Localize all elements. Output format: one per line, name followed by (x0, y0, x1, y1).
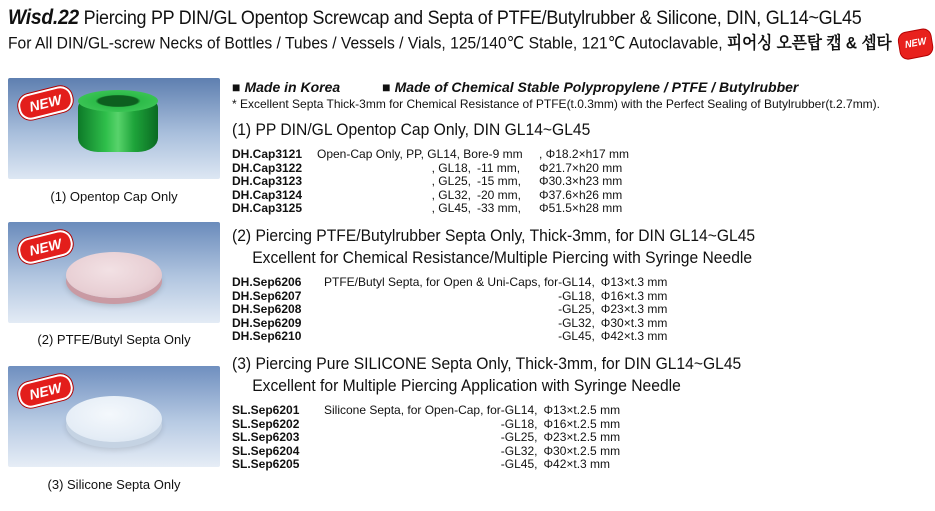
item-size: Φ23×t.2.5 mm (543, 430, 621, 445)
item-size: Φ13×t.3 mm (600, 274, 668, 289)
item-desc: PTFE/Butyl Septa, for Open & Uni-Caps, for-GL14, (324, 274, 595, 289)
subtitle-text: For All DIN/GL-screw Necks of Bottles / Tubes / Vessels / Vials, 125/140℃ Stable, 121℃ Autoclavable, (8, 33, 723, 53)
item-size: Φ16×t.2.5 mm (543, 416, 621, 431)
item-bore: -20 mm, (477, 187, 522, 202)
table-row (232, 290, 667, 304)
product-caption-cap: (1) Opentop Cap Only (50, 189, 178, 204)
item-desc: , GL25, (431, 174, 471, 189)
spec-content (232, 78, 917, 472)
item-code: SL.Sep6202 (232, 416, 300, 431)
item-bore: -33 mm, (477, 201, 522, 216)
made-in: Made in Korea (244, 79, 341, 95)
table-row (232, 330, 667, 344)
page-header (8, 6, 928, 58)
section1-table (232, 148, 629, 216)
ptfe-septa-disc-icon (66, 252, 162, 298)
item-code: SL.Sep6203 (232, 430, 300, 445)
item-code: DH.Cap3124 (232, 187, 303, 202)
section3-subheading: Excellent for Multiple Piercing Application with Syringe Needle (252, 375, 681, 395)
item-desc: -GL18, (500, 416, 538, 431)
table-row (232, 458, 620, 472)
table-row (232, 445, 620, 459)
table-row (232, 162, 629, 176)
item-size: , Φ18.2×h17 mm (539, 147, 629, 161)
item-size: Φ37.6×h26 mm (539, 187, 623, 202)
item-code: SL.Sep6201 (232, 402, 300, 417)
section2-subheading: Excellent for Chemical Resistance/Multiple Piercing with Syringe Needle (252, 247, 753, 267)
item-desc: , GL18, (431, 160, 471, 175)
item-code: SL.Sep6204 (232, 443, 300, 458)
item-size: Φ23×t.3 mm (600, 302, 668, 317)
new-tag: NEW (16, 372, 75, 410)
new-tag: NEW (16, 84, 75, 122)
item-desc: -GL45, (558, 329, 595, 344)
item-size: Φ21.7×h20 mm (539, 160, 623, 175)
item-desc: -GL32, (558, 315, 595, 330)
product-caption-ptfe: (2) PTFE/Butyl Septa Only (37, 332, 191, 347)
item-size: Φ13×t.2.5 mm (543, 402, 621, 417)
item-desc: -GL18, (558, 288, 595, 303)
item-size: Φ30.3×h23 mm (539, 174, 623, 189)
feature-note: * Excellent Septa Thick-3mm for Chemical Resistance of PTFE(t.0.3mm) with the Perfect Sealing of Butylrubber(t.2.7mm). (232, 97, 881, 111)
item-desc: -GL25, (500, 430, 538, 445)
brand-suffix: 22 (57, 6, 79, 29)
item-size: Φ42×t.3 mm (600, 329, 668, 344)
page-subtitle (8, 30, 928, 58)
item-code: DH.Sep6210 (232, 329, 302, 344)
product-image-ptfe-septa (8, 222, 220, 323)
product-image-cap (8, 78, 220, 179)
korean-title: 피어싱 오픈탑 캡 & 셉타 (727, 33, 892, 53)
feature-bullets: ■ Made in Korea ■ Made of Chemical Stable Polypropylene / PTFE / Butylrubber (232, 79, 799, 95)
table-row (232, 276, 667, 290)
item-code: DH.Sep6207 (232, 288, 302, 303)
item-desc: , GL32, (431, 187, 471, 202)
item-code: DH.Cap3123 (232, 174, 303, 189)
item-code: DH.Cap3125 (232, 201, 303, 216)
table-row (232, 202, 629, 216)
table-row (232, 317, 667, 331)
item-code: DH.Sep6208 (232, 302, 302, 317)
table-row (232, 175, 629, 189)
table-row (232, 431, 620, 445)
item-desc: , GL45, (431, 201, 471, 216)
green-cap-icon (78, 90, 158, 160)
section3-heading: (3) Piercing Pure SILICONE Septa Only, Thick-3mm, for DIN GL14~GL45 (232, 353, 742, 373)
item-code: DH.Sep6206 (232, 274, 302, 289)
new-tag: NEW (16, 228, 75, 266)
item-desc: Open-Cap Only, PP, GL14, Bore-9 mm (317, 147, 523, 161)
item-size: Φ30×t.2.5 mm (543, 443, 621, 458)
material: Made of Chemical Stable Polypropylene / PTFE / Butylrubber (394, 79, 799, 95)
item-desc: Silicone Septa, for Open-Cap, for-GL14, (324, 402, 538, 417)
section2-heading: (2) Piercing PTFE/Butylrubber Septa Only, Thick-3mm, for DIN GL14~GL45 (232, 225, 756, 245)
item-size: Φ51.5×h28 mm (539, 201, 623, 216)
new-badge: NEW (897, 27, 935, 61)
page-title (8, 6, 862, 30)
item-bore: -11 mm, (477, 160, 521, 175)
item-desc: -GL25, (558, 302, 595, 317)
section2-table (232, 276, 667, 344)
item-code: DH.Cap3122 (232, 160, 303, 175)
table-row (232, 148, 629, 162)
item-size: Φ42×t.3 mm (543, 457, 611, 472)
item-size: Φ16×t.3 mm (600, 288, 668, 303)
table-row (232, 303, 667, 317)
product-caption-silicone: (3) Silicone Septa Only (47, 477, 181, 492)
silicone-septa-disc-icon (66, 396, 162, 442)
title-text: Piercing PP DIN/GL Opentop Screwcap and Septa of PTFE/Butylrubber & Silicone, DIN, GL14~GL45 (83, 7, 862, 29)
table-row (232, 404, 620, 418)
item-code: DH.Sep6209 (232, 315, 302, 330)
brand-name: Wisd. (8, 6, 58, 29)
item-desc: -GL45, (500, 457, 538, 472)
item-size: Φ30×t.3 mm (600, 315, 668, 330)
item-desc: -GL32, (500, 443, 538, 458)
section1-heading: (1) PP DIN/GL Opentop Cap Only, DIN GL14~GL45 (232, 120, 591, 139)
product-image-silicone-septa (8, 366, 220, 467)
item-code: SL.Sep6205 (232, 457, 300, 472)
table-row (232, 189, 629, 203)
table-row (232, 418, 620, 432)
section3-table (232, 404, 620, 472)
item-code: DH.Cap3121 (232, 147, 303, 161)
item-bore: -15 mm, (477, 174, 522, 189)
